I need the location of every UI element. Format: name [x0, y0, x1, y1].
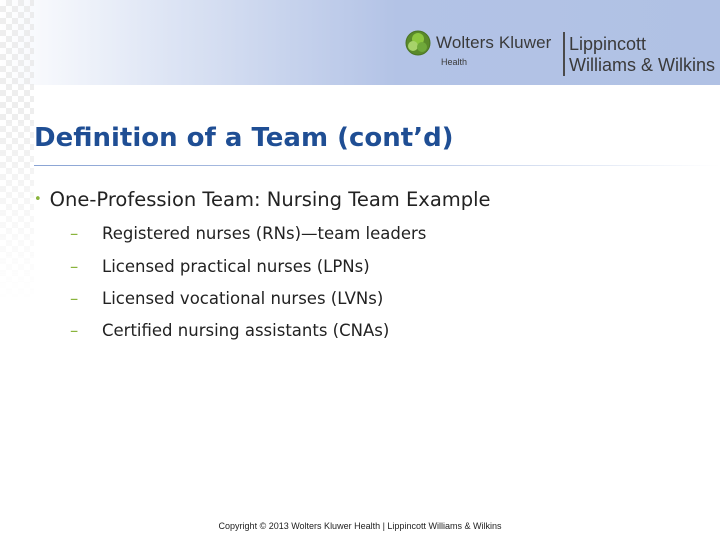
publisher-logo [405, 26, 717, 82]
main-bullet-text: One-Profession Team: Nursing Team Example [49, 188, 491, 211]
sub-item-4 [70, 321, 389, 340]
lippincott-line-1: Lippincott [569, 34, 647, 54]
lippincott-line-2: Williams & Wilkins [569, 55, 715, 75]
health-text: Health [441, 57, 468, 67]
globe-icon [405, 30, 431, 56]
main-bullet [34, 188, 491, 211]
checker-pattern-decoration [0, 0, 34, 300]
lippincott-text [569, 34, 715, 76]
logo-divider [563, 32, 565, 76]
dash-marker: – [70, 321, 79, 340]
title-underline [34, 165, 720, 166]
sub-item-2 [70, 257, 370, 276]
bullet-marker: • [34, 192, 42, 207]
copyright-footer: Copyright © 2013 Wolters Kluwer Health | Lippincott Williams & Wilkins [218, 521, 502, 531]
sub-item-text: Licensed practical nurses (LPNs) [102, 257, 370, 276]
sub-item-1 [70, 224, 426, 243]
sub-item-text: Certified nursing assistants (CNAs) [102, 321, 390, 340]
wolters-kluwer-text: Wolters Kluwer [436, 33, 552, 52]
dash-marker: – [70, 224, 79, 243]
dash-marker: – [70, 289, 79, 308]
slide-title: Definition of a Team (cont’d) [34, 123, 454, 153]
sub-item-3 [70, 289, 383, 308]
sub-item-text: Registered nurses (RNs)—team leaders [102, 224, 427, 243]
sub-item-text: Licensed vocational nurses (LVNs) [102, 289, 384, 308]
dash-marker: – [70, 257, 79, 276]
